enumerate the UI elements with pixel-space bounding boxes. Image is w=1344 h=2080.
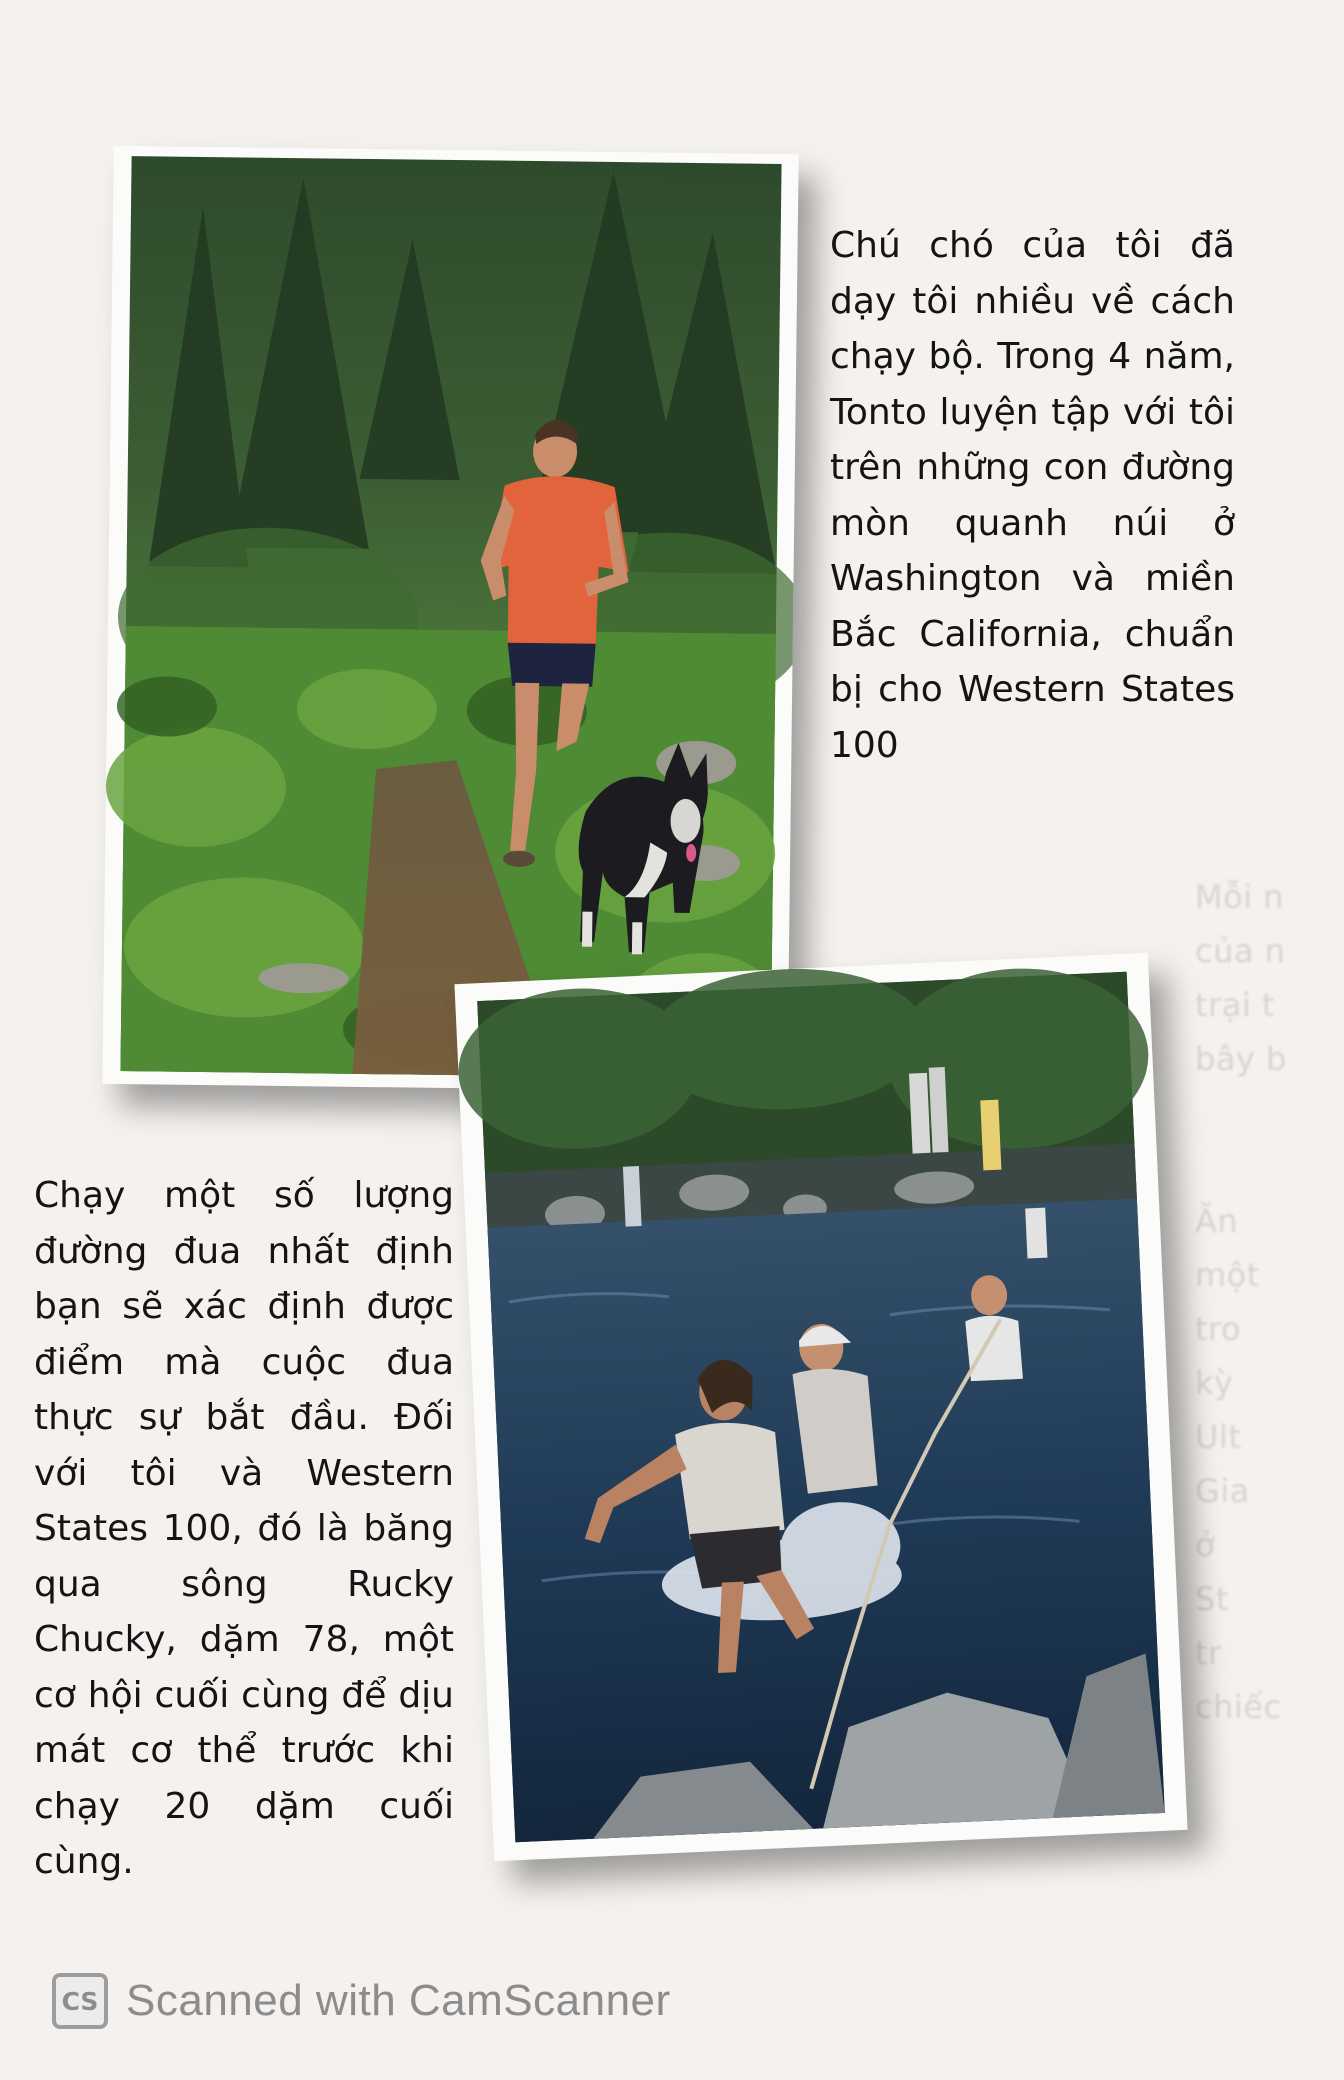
photo-river-crossing bbox=[454, 953, 1187, 1862]
bleed-through-line bbox=[1195, 1140, 1335, 1194]
bleed-through-line: bây b bbox=[1195, 1040, 1287, 1078]
trail-runner-illustration bbox=[102, 146, 798, 1092]
bleed-through-line: Ăn bbox=[1195, 1202, 1239, 1240]
bleed-through-line: Gia bbox=[1195, 1472, 1250, 1510]
bleed-through-line: tr bbox=[1195, 1634, 1222, 1672]
bleed-through-line bbox=[1195, 1086, 1335, 1140]
bleed-through-line: chiếc bbox=[1195, 1688, 1282, 1726]
river-crossing-illustration bbox=[454, 953, 1187, 1862]
camscanner-watermark bbox=[52, 1970, 671, 2032]
bleed-through-line: Mỗi n bbox=[1195, 878, 1285, 916]
bleed-through-line: kỳ bbox=[1195, 1364, 1234, 1402]
bleed-through-text bbox=[1195, 870, 1335, 1734]
bleed-through-line: Ult bbox=[1195, 1418, 1242, 1456]
bleed-through-line: của n bbox=[1195, 932, 1286, 970]
camscanner-logo-icon: CS bbox=[52, 1973, 108, 2029]
bleed-through-line: ở bbox=[1195, 1526, 1216, 1564]
bleed-through-line: St bbox=[1195, 1580, 1229, 1618]
photo-caption-dog: Chú chó của tôi đã dạy tôi nhiều về cách chạy bộ. Trong 4 năm, Tonto luyện tập với tôi trên những con đường mòn quanh núi ở Washington và miền Bắc California, chuẩn bị cho Western States 100 bbox=[830, 225, 1235, 766]
bleed-through-line: tro bbox=[1195, 1310, 1242, 1348]
bleed-through-line: trại t bbox=[1195, 986, 1275, 1024]
photo-caption-river: Chạy một số lượng đường đua nhất định bạn sẽ xác định được điểm mà cuộc đua thực sự bắt đầu. Đối với tôi và Western States 100, đó là băng qua sông Rucky Chucky, dặm 78, một cơ hội cuối cùng để dịu mát cơ thể trước khi chạy 20 dặm cuối cùng. bbox=[34, 1175, 454, 1882]
bleed-through-line: một bbox=[1195, 1256, 1260, 1294]
watermark-text: Scanned with CamScanner bbox=[126, 1976, 671, 2025]
photo-trail-runner-with-dog bbox=[102, 146, 798, 1092]
